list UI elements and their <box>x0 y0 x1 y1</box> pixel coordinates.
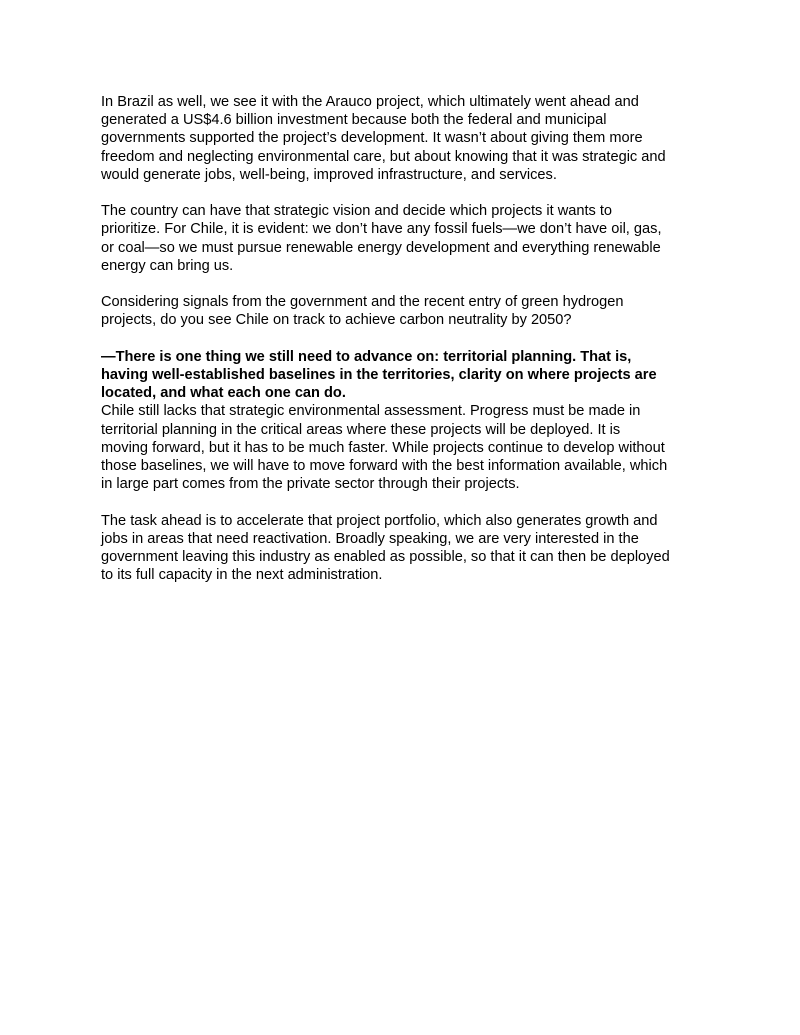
text-line: territorial planning in the critical areas where these projects will be deployed. It is <box>101 421 621 438</box>
text-line: government leaving this industry as enabled as possible, so that it can then be deployed <box>101 549 670 566</box>
text-line: would generate jobs, well-being, improved infrastructure, and services. <box>101 166 557 183</box>
text-line: energy can bring us. <box>101 257 234 274</box>
paragraph-environmental-assessment <box>101 402 706 493</box>
text-line: moving forward, but it has to be much faster. While projects continue to develop without <box>101 439 665 456</box>
text-line: —There is one thing we still need to advance on: territorial planning. That is, <box>101 348 632 365</box>
paragraph-strategic-vision <box>101 202 706 275</box>
text-line: projects, do you see Chile on track to achieve carbon neutrality by 2050? <box>101 312 572 329</box>
text-line: Considering signals from the government and the recent entry of green hydrogen <box>101 294 624 311</box>
paragraph-task-ahead <box>101 512 706 585</box>
text-line: prioritize. For Chile, it is evident: we don’t have any fossil fuels—we don’t have oil, gas, <box>101 221 662 238</box>
text-line: freedom and neglecting environmental care, but about knowing that it was strategic and <box>101 148 666 165</box>
text-line: Chile still lacks that strategic environmental assessment. Progress must be made in <box>101 403 641 420</box>
text-line: governments supported the project’s development. It wasn’t about giving them more <box>101 130 643 147</box>
paragraph-interview-question <box>101 293 706 329</box>
text-line: to its full capacity in the next administration. <box>101 567 383 584</box>
paragraph-answer-lead <box>101 348 706 403</box>
text-line: or coal—so we must pursue renewable energy development and everything renewable <box>101 239 661 256</box>
text-line: located, and what each one can do. <box>101 385 346 402</box>
text-line: those baselines, we will have to move forward with the best information available, which <box>101 458 668 475</box>
article-body <box>101 93 706 603</box>
text-line: The task ahead is to accelerate that project portfolio, which also generates growth and <box>101 512 658 529</box>
text-line: The country can have that strategic vision and decide which projects it wants to <box>101 203 613 220</box>
text-line: generated a US$4.6 billion investment because both the federal and municipal <box>101 112 607 129</box>
text-line: In Brazil as well, we see it with the Arauco project, which ultimately went ahead and <box>101 94 639 110</box>
text-line: in large part comes from the private sector through their projects. <box>101 476 520 493</box>
text-line: jobs in areas that need reactivation. Broadly speaking, we are very interested in the <box>101 530 639 547</box>
text-line: having well-established baselines in the territories, clarity on where projects are <box>101 367 657 383</box>
paragraph-arauco <box>101 93 706 184</box>
